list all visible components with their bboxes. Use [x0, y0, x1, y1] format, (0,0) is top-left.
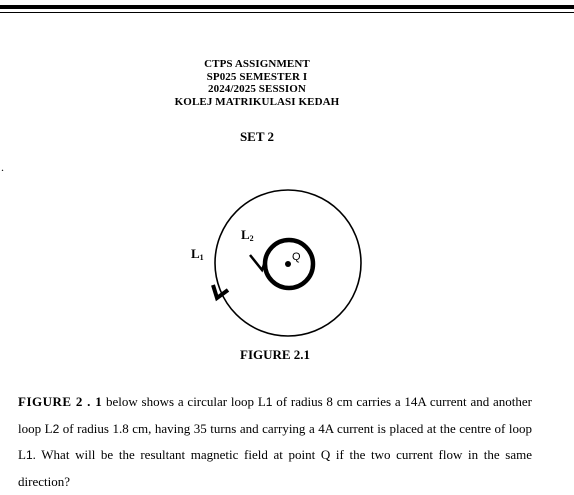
header-line-1: CTPS ASSIGNMENT: [204, 58, 310, 70]
figure-loops-diagram: [180, 182, 380, 342]
point-q-label: Q: [292, 251, 301, 263]
loop-l1-label: L1: [191, 246, 204, 262]
header-line-4: KOLEJ MATRIKULASI KEDAH: [174, 95, 340, 108]
set-label: SET 2: [239, 129, 275, 144]
loop-l2-arrow-icon: [250, 255, 266, 270]
figure-caption: FIGURE 2.1: [240, 347, 311, 362]
point-q-dot: [285, 261, 291, 267]
header-line-3: 2024/2025 SESSION: [208, 83, 306, 95]
stray-mark: .: [1, 160, 4, 174]
document-header: [0, 58, 514, 108]
question-text: FIGURE 2 . 1 below shows a circular loop L1 of radius 8 cm carries a 14A current and another loop L2 of radius 1.8 cm, having 35 turns and carrying a 4A current is placed at the centre of loop L1. What will be the resultant magnetic field at point Q if the two current flow in the same direction?: [18, 394, 533, 489]
loop-l2-label: L2: [241, 227, 254, 243]
figure-reference: FIGURE 2 . 1: [18, 394, 103, 409]
top-rule-thin: [0, 12, 574, 13]
header-line-2: SP025 SEMESTER I: [206, 70, 308, 83]
top-rule-thick: [0, 5, 574, 9]
